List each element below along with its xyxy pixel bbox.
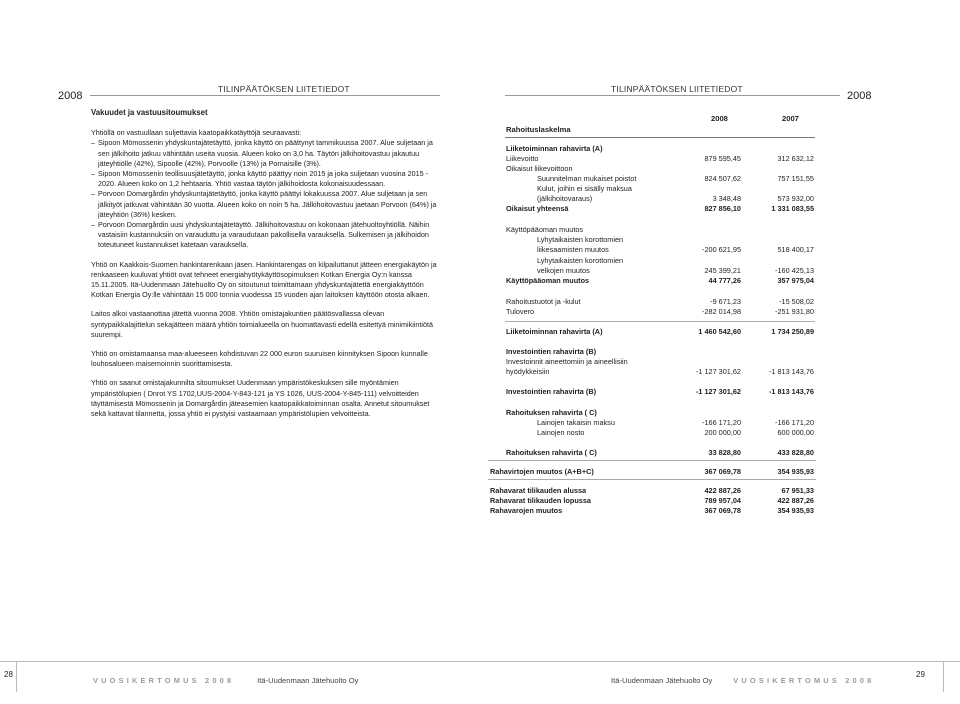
table-row: Lainojen nosto 200 000,00 600 000,00 [537,428,814,437]
brand-text: VUOSIKERTOMUS 2008 [733,676,875,685]
table-divider [488,479,816,480]
list-item: – Porvoon Domargårdin uusi yhdyskuntajätetäyttö. Jälkihoitovastuu on kokonaan jätehuoltoyhtiöllä. Näihin vastaisiin kustannuksiin on varauduttu ja varaudutaan pakollisella varauksella. Sulkemisen ja jälkihoidon toteutuneet kustannukset katetaan varauksella. [91,220,441,251]
year-left: 2008 [58,90,83,102]
list-item: – Sipoon Mömossenin yhdyskuntajätetäyttö, jonka käyttö on päättynyt tammikuussa 2007. Alue suljetaan ja sen jälkihoito jatkuu vähintään useita vuosia. Alueen koko on 3,0 ha. Täytön jälkihoitovastuu jakautuu jäteyhtiölle (42%), Sipoolle (42%), Porvoolle (13%) ja Pornaisille (3%). [91,138,441,169]
table-row: hyödykkeisiin -1 127 301,62 -1 813 143,76 [506,367,814,376]
table-row: Lyhytaikaisten korottomien [537,256,624,265]
footer-rule [0,661,960,662]
table-row: Rahoitustuotot ja -kulut -9 671,23 -15 508,02 [506,297,814,306]
table-title-rule [505,137,815,138]
footer-right [611,670,874,688]
footer-divider-left [16,662,17,692]
footer-divider-right [943,662,944,692]
table-row: Rahavarat tilikauden lopussa 789 957,04 422 887,26 [490,496,814,505]
list-item: – Sipoon Mömossenin teollisuusjätetäyttö, jonka käyttö päättyy noin 2015 ja joka suljetaan vuosina 2015 - 2020. Alueen koko on 1,2 hehtaaria. Yhtiö vastaa täytön jälkihoidosta kokonaisuudessaan. [91,169,441,189]
paragraph: Laitos alkoi vastaanottaa jätettä vuonna 2008. Yhtiön omistajakuntien päätösvallassa olevan syntypaikkalajittelun sekajätteen määrä yhtiön toimialueella on huomattavasti edellä esitettyä minimikiintiötä suurempi. [91,309,433,339]
table-row: Kulut, joihin ei sisälly maksua [537,184,632,193]
column-header-2007: 2007 [782,114,799,123]
table-row: Oikaisut liikevoittoon [506,164,573,173]
table-row: Rahavarat tilikauden alussa 422 887,26 67 951,33 [490,486,814,495]
table-row: (jälkihoitovaraus) 3 348,48 573 932,00 [537,194,814,203]
table-row: Liikevoitto 879 595,45 312 632,12 [506,154,814,163]
paragraph: Yhtiö on saanut omistajakunnilta sitoumukset Uudenmaan ympäristökeskuksen sille myöntämien ympäristölupien ( Dnrot YS 1702,UUS-2004-Y-843-121 ja YS 1026, UUS-2004-Y-845-111) velvoitteiden täyttämisestä Mömossenin ja Domargårdin jäteasemien kaatopaikkatoiminnan osalta. Annetut sitoumukset sekä kattavat tilannetta, jossa yhtiö ei pystyisi vastaamaan ympäristölupien velvoitteista. [91,378,430,419]
page-number-right: 29 [916,670,925,679]
table-divider [505,321,815,322]
table-row: Rahoituksen rahavirta ( C) [506,408,597,417]
table-row: Käyttöpääoman muutos [506,225,584,234]
table-row: Suunnitelman mukaiset poistot 824 507,62 757 151,55 [537,174,814,183]
year-right: 2008 [847,90,872,102]
table-row: Käyttöpääoman muutos 44 777,26 357 975,04 [506,276,814,285]
section-title-right: TILINPÄÄTÖKSEN LIITETIEDOT [611,84,743,94]
company-name: Itä-Uudenmaan Jätehuolto Oy [257,676,359,685]
table-row: Liiketoiminnan rahavirta (A) 1 460 542,60 1 734 250,89 [506,327,814,336]
intro-text: Yhtiöllä on vastuullaan suljettavia kaatopaikkatäyttöjä seuraavasti: [91,128,302,138]
paragraph: Yhtiö on omistamaansa maa-alueeseen kohdistuvan 22 000 euron suuruisen kiinnityksen Sipoon kunnalle louhosalueen maisemoinnin suorittamisesta. [91,349,428,369]
section-title-left: TILINPÄÄTÖKSEN LIITETIEDOT [218,84,350,94]
table-row: Oikaisut yhteensä 827 856,10 1 331 083,55 [506,204,814,213]
liabilities-heading: Vakuudet ja vastuusitoumukset [91,108,208,117]
table-row: liikesaamisten muutos -200 621,95 518 400,17 [537,245,814,254]
column-header-2008: 2008 [711,114,728,123]
table-row: Lyhytaikaisten korottomien [537,235,624,244]
table-row: Liiketoiminnan rahavirta (A) [506,144,603,153]
page-number-left: 28 [4,670,13,679]
table-row: Lainojen takaisin maksu -166 171,20 -166 171,20 [537,418,814,427]
header-rule-left [90,95,440,96]
header-rule-right [505,95,840,96]
table-title: Rahoituslaskelma [506,125,571,134]
brand-text: VUOSIKERTOMUS 2008 [93,676,235,685]
paragraph: Yhtiö on Kaakkois-Suomen hankintarenkaan jäsen. Hankintarengas on kilpailuttanut jätteen energiakäytön ja renkaaseen kuuluvat yhtiöt ovat tehneet energiahyötykäyttösopimuksen Kotkan Energia Oy:n kanssa 15.11.2005. Itä-Uudenmaan Jätehuolto Oy on sitoutunut toimittamaan yhdyskuntajätettä energiakäyttöön Kotkan Energia Oy:lle vähintään 15 000 tonnia vuodessa 15 vuoden ajan laitoksen käyttöön otosta alkaen. [91,259,437,300]
table-divider [488,460,816,461]
table-row: Investointien rahavirta (B) [506,347,597,356]
table-row: Rahavarojen muutos 367 069,78 354 935,93 [490,506,814,515]
footer-left [93,670,358,688]
list-item: – Porvoon Domargårdin yhdyskuntajätetäyttö, jonka käyttö päättyi lokakuussa 2007. Alue suljetaan ja sen jälkityöt jatkuvat vähintään 30 vuotta. Alueen koko on noin 5 ha. Jälkihoitovastuu jaetaan Porvoon (64%) ja jäteyhtiön (36%) kesken. [91,189,441,220]
table-row: Rahoituksen rahavirta ( C) 33 828,80 433 828,80 [506,448,814,457]
table-row: Investoinnit aineettomiin ja aineellisiin [506,357,628,366]
company-name: Itä-Uudenmaan Jätehuolto Oy [611,676,713,685]
left-page-content [91,108,441,419]
table-row: Tulovero -282 014,98 -251 931,80 [506,307,814,316]
table-row: Investointien rahavirta (B) -1 127 301,62 -1 813 143,76 [506,387,814,396]
table-row: Rahavirtojen muutos (A+B+C) 367 069,78 354 935,93 [490,467,814,476]
table-row: velkojen muutos 245 399,21 -160 425,13 [537,266,814,275]
